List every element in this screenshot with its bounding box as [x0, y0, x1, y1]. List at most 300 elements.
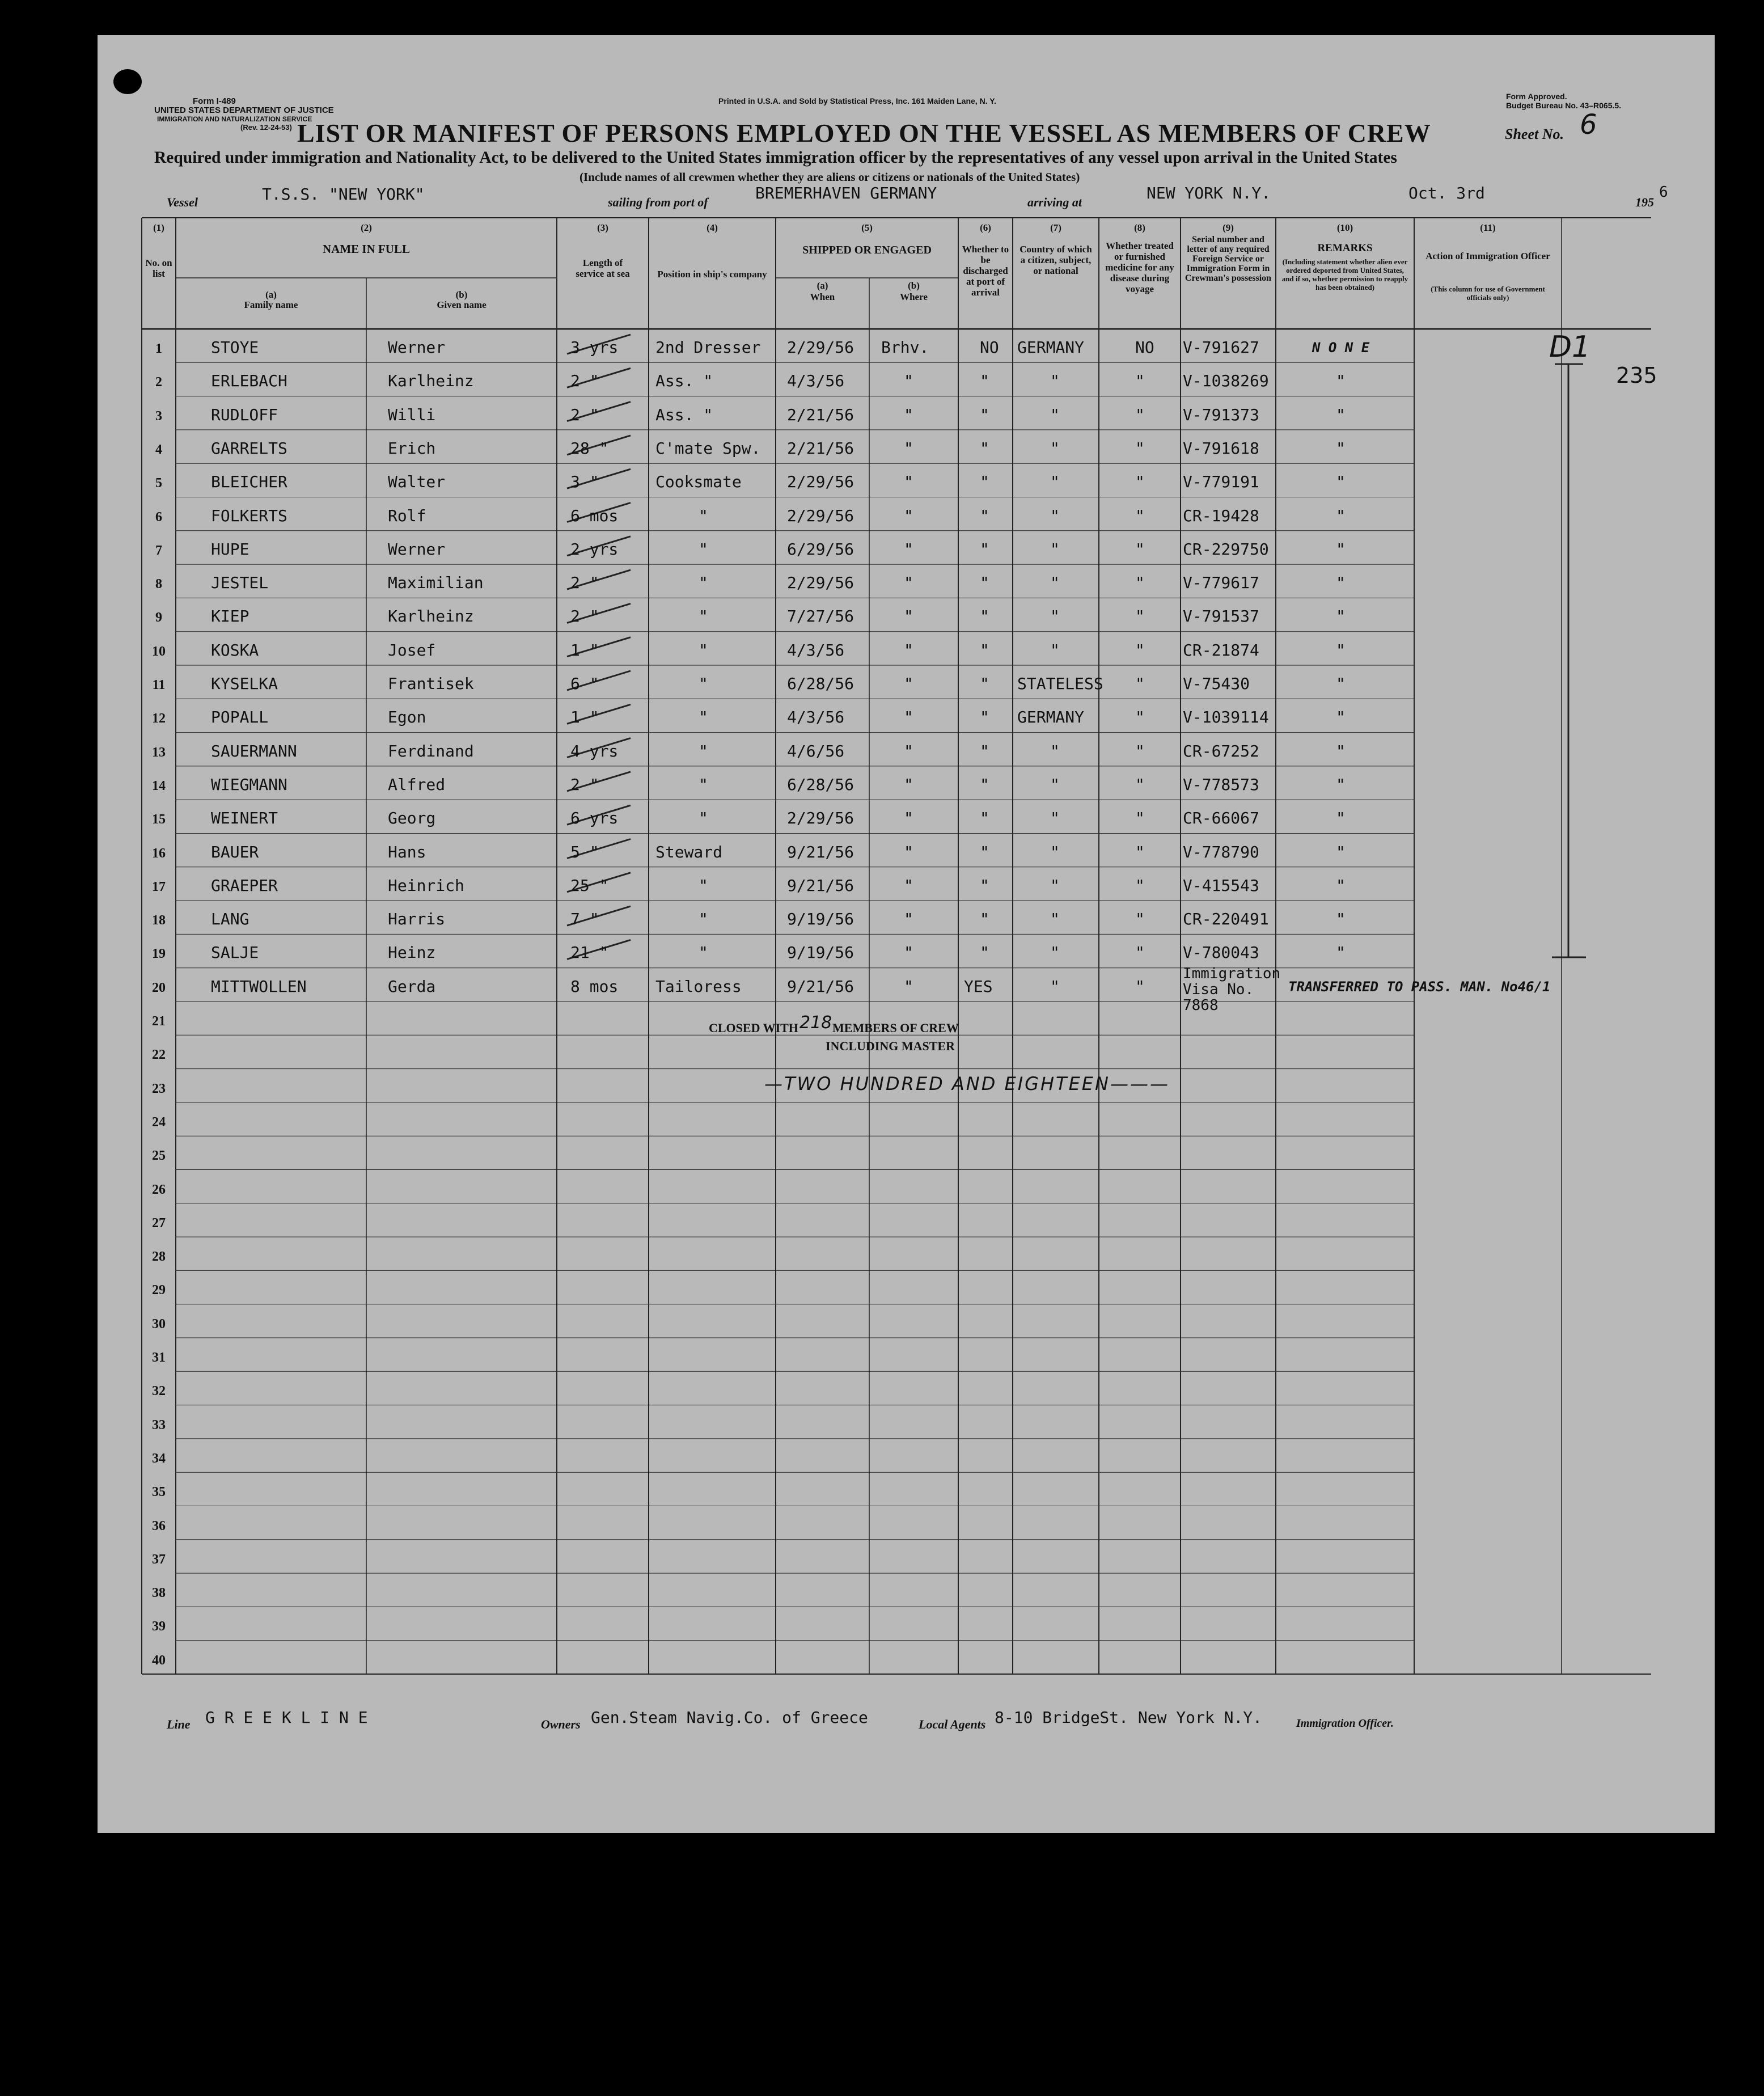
cell-serial: V-791618	[1183, 438, 1259, 458]
cell-medicine: "	[1135, 977, 1145, 996]
col4-number: (4)	[707, 222, 718, 233]
cell-service: 2 "	[570, 405, 599, 424]
col5b-header: Where	[900, 291, 928, 302]
cell-given: Hans	[388, 842, 426, 861]
cell-service: 25 "	[570, 876, 609, 895]
row-number: 25	[152, 1148, 166, 1164]
cell-country: "	[1050, 640, 1060, 660]
cell-family: GARRELTS	[211, 438, 287, 458]
owners-name: Gen.Steam Navig.Co. of Greece	[591, 1708, 868, 1727]
manifest-sheet	[98, 35, 1715, 1833]
cell-discharge: "	[980, 472, 989, 492]
shipping-line: G R E E K L I N E	[205, 1708, 368, 1727]
row-number: 23	[152, 1081, 166, 1096]
row-number: 31	[152, 1350, 166, 1365]
cell-discharge: "	[980, 506, 989, 525]
cell-country: "	[1050, 506, 1060, 525]
row-number: 17	[152, 879, 166, 894]
cell-remarks: "	[1336, 809, 1346, 828]
cell-position: Cooksmate	[655, 472, 742, 492]
cell-when: 4/3/56	[787, 640, 845, 660]
row-number: 28	[152, 1249, 166, 1265]
cell-when: 6/28/56	[787, 674, 854, 693]
cell-discharge: "	[980, 876, 989, 895]
cell-where: "	[904, 708, 913, 727]
cell-medicine: "	[1135, 405, 1145, 424]
cell-family: BLEICHER	[211, 472, 287, 492]
cell-remarks: N O N E	[1312, 340, 1370, 356]
cell-where: "	[904, 405, 913, 424]
department-name: UNITED STATES DEPARTMENT OF JUSTICE	[154, 105, 334, 115]
cell-family: WEINERT	[211, 809, 278, 828]
col5a-header: When	[810, 291, 835, 302]
cell-given: Alfred	[388, 775, 446, 794]
cell-position: Ass. "	[655, 405, 713, 424]
cell-when: 9/21/56	[787, 842, 854, 861]
cell-serial: CR-220491	[1183, 910, 1269, 929]
cell-country: "	[1050, 910, 1060, 929]
closed-with-label: CLOSED WITH	[709, 1021, 798, 1035]
cell-discharge: "	[980, 438, 989, 458]
cell-service: 1 "	[570, 640, 599, 660]
row-number: 38	[152, 1586, 166, 1601]
cell-position: "	[699, 943, 708, 962]
cell-where: "	[904, 876, 913, 895]
cell-country: GERMANY	[1017, 338, 1085, 357]
col2-header: NAME IN FULL	[322, 242, 410, 256]
cell-given: Walter	[388, 472, 446, 492]
cell-where: "	[904, 607, 913, 626]
cell-family: SAUERMANN	[211, 741, 297, 760]
cell-country: "	[1050, 405, 1060, 424]
cell-remarks: "	[1336, 573, 1346, 593]
cell-discharge: "	[980, 607, 989, 626]
row-number: 12	[152, 711, 166, 726]
col7-number: (7)	[1050, 222, 1061, 233]
cell-remarks: "	[1336, 775, 1346, 794]
cell-service: 2 "	[570, 607, 599, 626]
cell-position: C'mate Spw.	[655, 438, 761, 458]
col10-number: (10)	[1336, 222, 1353, 233]
cell-serial: Immigration Visa No. 7868	[1183, 965, 1281, 1014]
cell-position: Steward	[655, 842, 723, 861]
row-number: 6	[155, 509, 162, 525]
col10-header: REMARKS	[1317, 242, 1373, 254]
cell-family: HUPE	[211, 539, 249, 559]
col5a-number: (a)	[817, 280, 828, 291]
cell-where: "	[904, 640, 913, 660]
crew-count-written: —TWO HUNDRED AND EIGHTEEN———	[764, 1073, 1170, 1095]
sheet-number: 6	[1580, 109, 1597, 141]
cell-serial: CR-21874	[1183, 640, 1259, 660]
cell-given: Harris	[388, 910, 446, 929]
cell-discharge: "	[980, 708, 989, 727]
cell-remarks: "	[1336, 539, 1346, 559]
cell-serial: V-75430	[1183, 674, 1250, 693]
row-number: 21	[152, 1014, 166, 1029]
cell-when: 2/21/56	[787, 405, 854, 424]
cell-when: 2/29/56	[787, 809, 854, 828]
cell-where: "	[904, 775, 913, 794]
cell-position: "	[699, 506, 708, 525]
cell-where: "	[904, 371, 913, 391]
cell-position: "	[699, 607, 708, 626]
cell-given: Heinz	[388, 943, 436, 962]
cell-medicine: "	[1135, 708, 1145, 727]
cell-remarks: "	[1336, 607, 1346, 626]
row-number: 27	[152, 1215, 166, 1231]
cell-serial: CR-66067	[1183, 809, 1259, 828]
cell-when: 6/29/56	[787, 539, 854, 559]
cell-when: 9/19/56	[787, 943, 854, 962]
row-number: 15	[152, 812, 166, 827]
col11-note: (This column for use of Government officials only)	[1431, 285, 1545, 302]
cell-medicine: "	[1135, 438, 1145, 458]
cell-family: BAUER	[211, 842, 259, 861]
row-number: 14	[152, 778, 166, 793]
cell-medicine: "	[1135, 607, 1145, 626]
col7-header: Country of which a citizen, subject, or national	[1020, 244, 1092, 276]
col10-note: (Including statement whether alien ever ordered deported from United States, and if so, whether permission to reapply has been obtained)	[1281, 257, 1408, 291]
cell-discharge: "	[980, 573, 989, 593]
cell-medicine: "	[1135, 506, 1145, 525]
cell-country: "	[1050, 371, 1060, 391]
cell-country: "	[1050, 842, 1060, 861]
col9-number: (9)	[1222, 222, 1234, 233]
row-number: 19	[152, 946, 166, 962]
printer-note: Printed in U.S.A. and Sold by Statistical Press, Inc. 161 Maiden Lane, N. Y.	[718, 96, 996, 105]
cell-serial: CR-229750	[1183, 539, 1269, 559]
row-number: 37	[152, 1552, 166, 1567]
col5b-number: (b)	[908, 280, 920, 291]
sailing-port: BREMERHAVEN GERMANY	[755, 184, 937, 202]
cell-family: FOLKERTS	[211, 506, 287, 525]
cell-remarks: "	[1336, 741, 1346, 760]
cell-position: "	[699, 539, 708, 559]
immigration-officer-label: Immigration Officer.	[1296, 1717, 1394, 1730]
row-number: 16	[152, 846, 166, 861]
row-number: 9	[155, 610, 162, 626]
local-agents: 8-10 BridgeSt. New York N.Y.	[995, 1708, 1263, 1727]
cell-remarks: "	[1336, 842, 1346, 861]
cell-remarks: "	[1336, 472, 1346, 492]
cell-position: "	[699, 741, 708, 760]
cell-service: 7 "	[570, 910, 599, 929]
cell-given: Heinrich	[388, 876, 464, 895]
cell-where: "	[904, 674, 913, 693]
subnote: (Include names of all crewmen whether they are aliens or citizens or nationals of the United States)	[579, 170, 1080, 184]
cell-when: 6/28/56	[787, 775, 854, 794]
col11-header: Action of Immigration Officer	[1425, 251, 1550, 261]
form-revision: (Rev. 12-24-53)	[240, 123, 292, 132]
cell-medicine: "	[1135, 573, 1145, 593]
cell-country: "	[1050, 741, 1060, 760]
cell-when: 2/29/56	[787, 338, 854, 357]
cell-service: 2 "	[570, 371, 599, 391]
cell-where: "	[904, 741, 913, 760]
cell-where: "	[904, 809, 913, 828]
cell-discharge: "	[980, 741, 989, 760]
row-number: 26	[152, 1182, 166, 1197]
row-number: 40	[152, 1653, 166, 1668]
cell-when: 9/21/56	[787, 876, 854, 895]
cell-given: Georg	[388, 809, 436, 828]
cell-medicine: "	[1135, 539, 1145, 559]
cell-where: "	[904, 910, 913, 929]
cell-country: "	[1050, 809, 1060, 828]
cell-position: "	[699, 876, 708, 895]
cell-service: 3 "	[570, 472, 599, 492]
cell-discharge: "	[980, 640, 989, 660]
cell-serial: CR-67252	[1183, 741, 1259, 760]
cell-country: "	[1050, 876, 1060, 895]
officer-number: 235	[1616, 363, 1657, 388]
row-number: 20	[152, 980, 166, 995]
year-suffix: 6	[1659, 184, 1668, 201]
cell-when: 4/3/56	[787, 708, 845, 727]
cell-where: "	[904, 977, 913, 996]
cell-discharge: YES	[964, 977, 993, 996]
cell-given: Werner	[388, 338, 446, 357]
cell-where: "	[904, 842, 913, 861]
col3-header: Length of service at sea	[576, 257, 630, 279]
row-number: 1	[155, 341, 162, 356]
cell-discharge: "	[980, 539, 989, 559]
col6-number: (6)	[980, 222, 991, 233]
cell-given: Karlheinz	[388, 371, 474, 391]
cell-serial: V-791537	[1183, 607, 1259, 626]
cell-serial: CR-19428	[1183, 506, 1259, 525]
owners-label: Owners	[541, 1717, 581, 1731]
subtitle: Required under immigration and Nationality Act, to be delivered to the United States immigration officer by the representatives of any vessel upon arrival in the United States	[154, 149, 1397, 167]
cell-where: "	[904, 539, 913, 559]
cell-discharge: "	[980, 809, 989, 828]
cell-medicine: "	[1135, 640, 1145, 660]
cell-family: GRAEPER	[211, 876, 278, 895]
row-number: 24	[152, 1114, 166, 1130]
page-title: LIST OR MANIFEST OF PERSONS EMPLOYED ON THE VESSEL AS MEMBERS OF CREW	[297, 119, 1431, 147]
cell-country: GERMANY	[1017, 708, 1085, 727]
form-approved: Form Approved.	[1506, 92, 1567, 101]
cell-given: Ferdinand	[388, 741, 474, 760]
cell-where: "	[904, 438, 913, 458]
row-number: 7	[155, 543, 162, 558]
closed-count: 218	[799, 1013, 832, 1033]
cell-position: "	[699, 775, 708, 794]
col2b-number: (b)	[455, 289, 468, 300]
cell-medicine: NO	[1135, 338, 1154, 357]
col1-header: No. on list	[145, 257, 172, 279]
cell-remarks: "	[1336, 876, 1346, 895]
cell-family: MITTWOLLEN	[211, 977, 307, 996]
cell-medicine: "	[1135, 842, 1145, 861]
cell-when: 9/21/56	[787, 977, 854, 996]
cell-given: Josef	[388, 640, 436, 660]
cell-when: 4/6/56	[787, 741, 845, 760]
cell-medicine: "	[1135, 809, 1145, 828]
cell-medicine: "	[1135, 943, 1145, 962]
arrival-port: NEW YORK N.Y.	[1147, 184, 1271, 202]
cell-country: "	[1050, 775, 1060, 794]
cell-discharge: NO	[980, 338, 999, 357]
cell-when: 7/27/56	[787, 607, 854, 626]
cell-serial: V-1038269	[1183, 371, 1269, 391]
row-number: 13	[152, 745, 166, 760]
cell-serial: V-791627	[1183, 338, 1259, 357]
including-master-label: INCLUDING MASTER	[826, 1039, 955, 1053]
row-number: 8	[155, 577, 162, 592]
col5-header: SHIPPED OR ENGAGED	[802, 244, 932, 256]
row-number: 2	[155, 375, 162, 390]
cell-serial: V-415543	[1183, 876, 1259, 895]
cell-given: Karlheinz	[388, 607, 474, 626]
cell-when: 2/29/56	[787, 573, 854, 593]
cell-where: "	[904, 472, 913, 492]
cell-remarks: "	[1336, 405, 1346, 424]
cell-remarks: "	[1336, 708, 1346, 727]
row-number: 29	[152, 1283, 166, 1298]
col2b-header: Given name	[437, 299, 487, 310]
cell-family: JESTEL	[211, 573, 269, 593]
cell-service: 28 "	[570, 438, 609, 458]
col9-header: Serial number and letter of any required Foreign Service or Immigration Form in Crewman's possession	[1185, 235, 1272, 283]
cell-medicine: "	[1135, 876, 1145, 895]
cell-country: "	[1050, 943, 1060, 962]
cell-given: Gerda	[388, 977, 436, 996]
cell-when: 2/29/56	[787, 506, 854, 525]
cell-position: "	[699, 910, 708, 929]
col8-header: Whether treated or furnished medicine for any disease during voyage	[1105, 240, 1174, 294]
cell-discharge: "	[980, 405, 989, 424]
row-number: 36	[152, 1518, 166, 1533]
cell-family: KOSKA	[211, 640, 259, 660]
service-name: IMMIGRATION AND NATURALIZATION SERVICE	[157, 115, 312, 123]
officer-mark: D1	[1549, 330, 1591, 364]
cell-remarks: "	[1336, 943, 1346, 962]
cell-service: 2 yrs	[570, 539, 619, 559]
cell-family: STOYE	[211, 338, 259, 357]
cell-serial: V-780043	[1183, 943, 1259, 962]
budget-bureau: Budget Bureau No. 43–R065.5.	[1506, 101, 1622, 110]
cell-given: Erich	[388, 438, 436, 458]
cell-discharge: "	[980, 775, 989, 794]
cell-position: Tailoress	[655, 977, 742, 996]
cell-remarks: TRANSFERRED TO PASS. MAN. No46/1	[1288, 978, 1551, 995]
cell-country: STATELESS	[1017, 674, 1103, 693]
vessel-label: Vessel	[167, 195, 198, 209]
row-number: 18	[152, 913, 166, 928]
cell-serial: V-779191	[1183, 472, 1259, 492]
cell-service: 3 yrs	[570, 338, 619, 357]
cell-country: "	[1050, 607, 1060, 626]
arrival-date: Oct. 3rd	[1408, 184, 1485, 202]
cell-service: 8 mos	[570, 977, 619, 996]
cell-discharge: "	[980, 842, 989, 861]
cell-position: "	[699, 640, 708, 660]
cell-family: ERLEBACH	[211, 371, 287, 391]
cell-discharge: "	[980, 910, 989, 929]
col2-number: (2)	[361, 222, 372, 233]
col6-header: Whether to be discharged at port of arrival	[962, 244, 1009, 298]
agents-label: Local Agents	[919, 1717, 986, 1731]
cell-given: Willi	[388, 405, 436, 424]
cell-serial: V-778790	[1183, 842, 1259, 861]
cell-family: KIEP	[211, 607, 249, 626]
col1-number: (1)	[153, 222, 164, 233]
cell-position: "	[699, 708, 708, 727]
cell-country: "	[1050, 472, 1060, 492]
members-of-crew-label: MEMBERS OF CREW	[832, 1021, 959, 1035]
row-number: 30	[152, 1316, 166, 1332]
cell-service: 6 yrs	[570, 809, 619, 828]
cell-when: 2/21/56	[787, 438, 854, 458]
cell-where: "	[904, 573, 913, 593]
cell-remarks: "	[1336, 640, 1346, 660]
cell-family: SALJE	[211, 943, 259, 962]
col4-header: Position in ship's company	[657, 269, 767, 280]
row-number: 33	[152, 1417, 166, 1432]
row-number: 22	[152, 1047, 166, 1063]
cell-service: 5 "	[570, 842, 599, 861]
cell-service: 21 "	[570, 943, 609, 962]
cell-position: "	[699, 674, 708, 693]
row-number: 11	[152, 678, 166, 692]
cell-remarks: "	[1336, 910, 1346, 929]
cell-service: 2 "	[570, 775, 599, 794]
form-number: Form I-489	[193, 96, 236, 106]
cell-family: KYSELKA	[211, 674, 278, 693]
cell-given: Maximilian	[388, 573, 484, 593]
sheet-label: Sheet No.	[1505, 126, 1564, 142]
row-number: 3	[155, 408, 162, 424]
cell-medicine: "	[1135, 472, 1145, 492]
cell-when: 2/29/56	[787, 472, 854, 492]
cell-given: Rolf	[388, 506, 426, 525]
cell-medicine: "	[1135, 910, 1145, 929]
col8-number: (8)	[1134, 222, 1145, 233]
cell-country: "	[1050, 539, 1060, 559]
cell-discharge: "	[980, 674, 989, 693]
col3-number: (3)	[597, 222, 608, 233]
cell-service: 4 yrs	[570, 741, 619, 760]
cell-family: WIEGMANN	[211, 775, 287, 794]
cell-remarks: "	[1336, 674, 1346, 693]
cell-family: LANG	[211, 910, 249, 929]
cell-discharge: "	[980, 371, 989, 391]
cell-medicine: "	[1135, 674, 1145, 693]
row-number: 34	[152, 1451, 166, 1466]
vessel-name: T.S.S. "NEW YORK"	[262, 185, 425, 204]
cell-medicine: "	[1135, 775, 1145, 794]
cell-country: "	[1050, 977, 1060, 996]
cell-given: Frantisek	[388, 674, 474, 693]
cell-remarks: "	[1336, 371, 1346, 391]
cell-serial: V-1039114	[1183, 708, 1269, 727]
arriving-label: arriving at	[1027, 195, 1082, 209]
cell-when: 4/3/56	[787, 371, 845, 391]
cell-given: Egon	[388, 708, 426, 727]
cell-medicine: "	[1135, 741, 1145, 760]
cell-service: 2 "	[570, 573, 599, 593]
cell-serial: V-791373	[1183, 405, 1259, 424]
row-number: 39	[152, 1619, 166, 1634]
row-number: 10	[152, 644, 166, 659]
cell-where: "	[904, 943, 913, 962]
cell-where: "	[904, 506, 913, 525]
cell-country: "	[1050, 573, 1060, 593]
cell-discharge: "	[980, 943, 989, 962]
cell-family: POPALL	[211, 708, 269, 727]
